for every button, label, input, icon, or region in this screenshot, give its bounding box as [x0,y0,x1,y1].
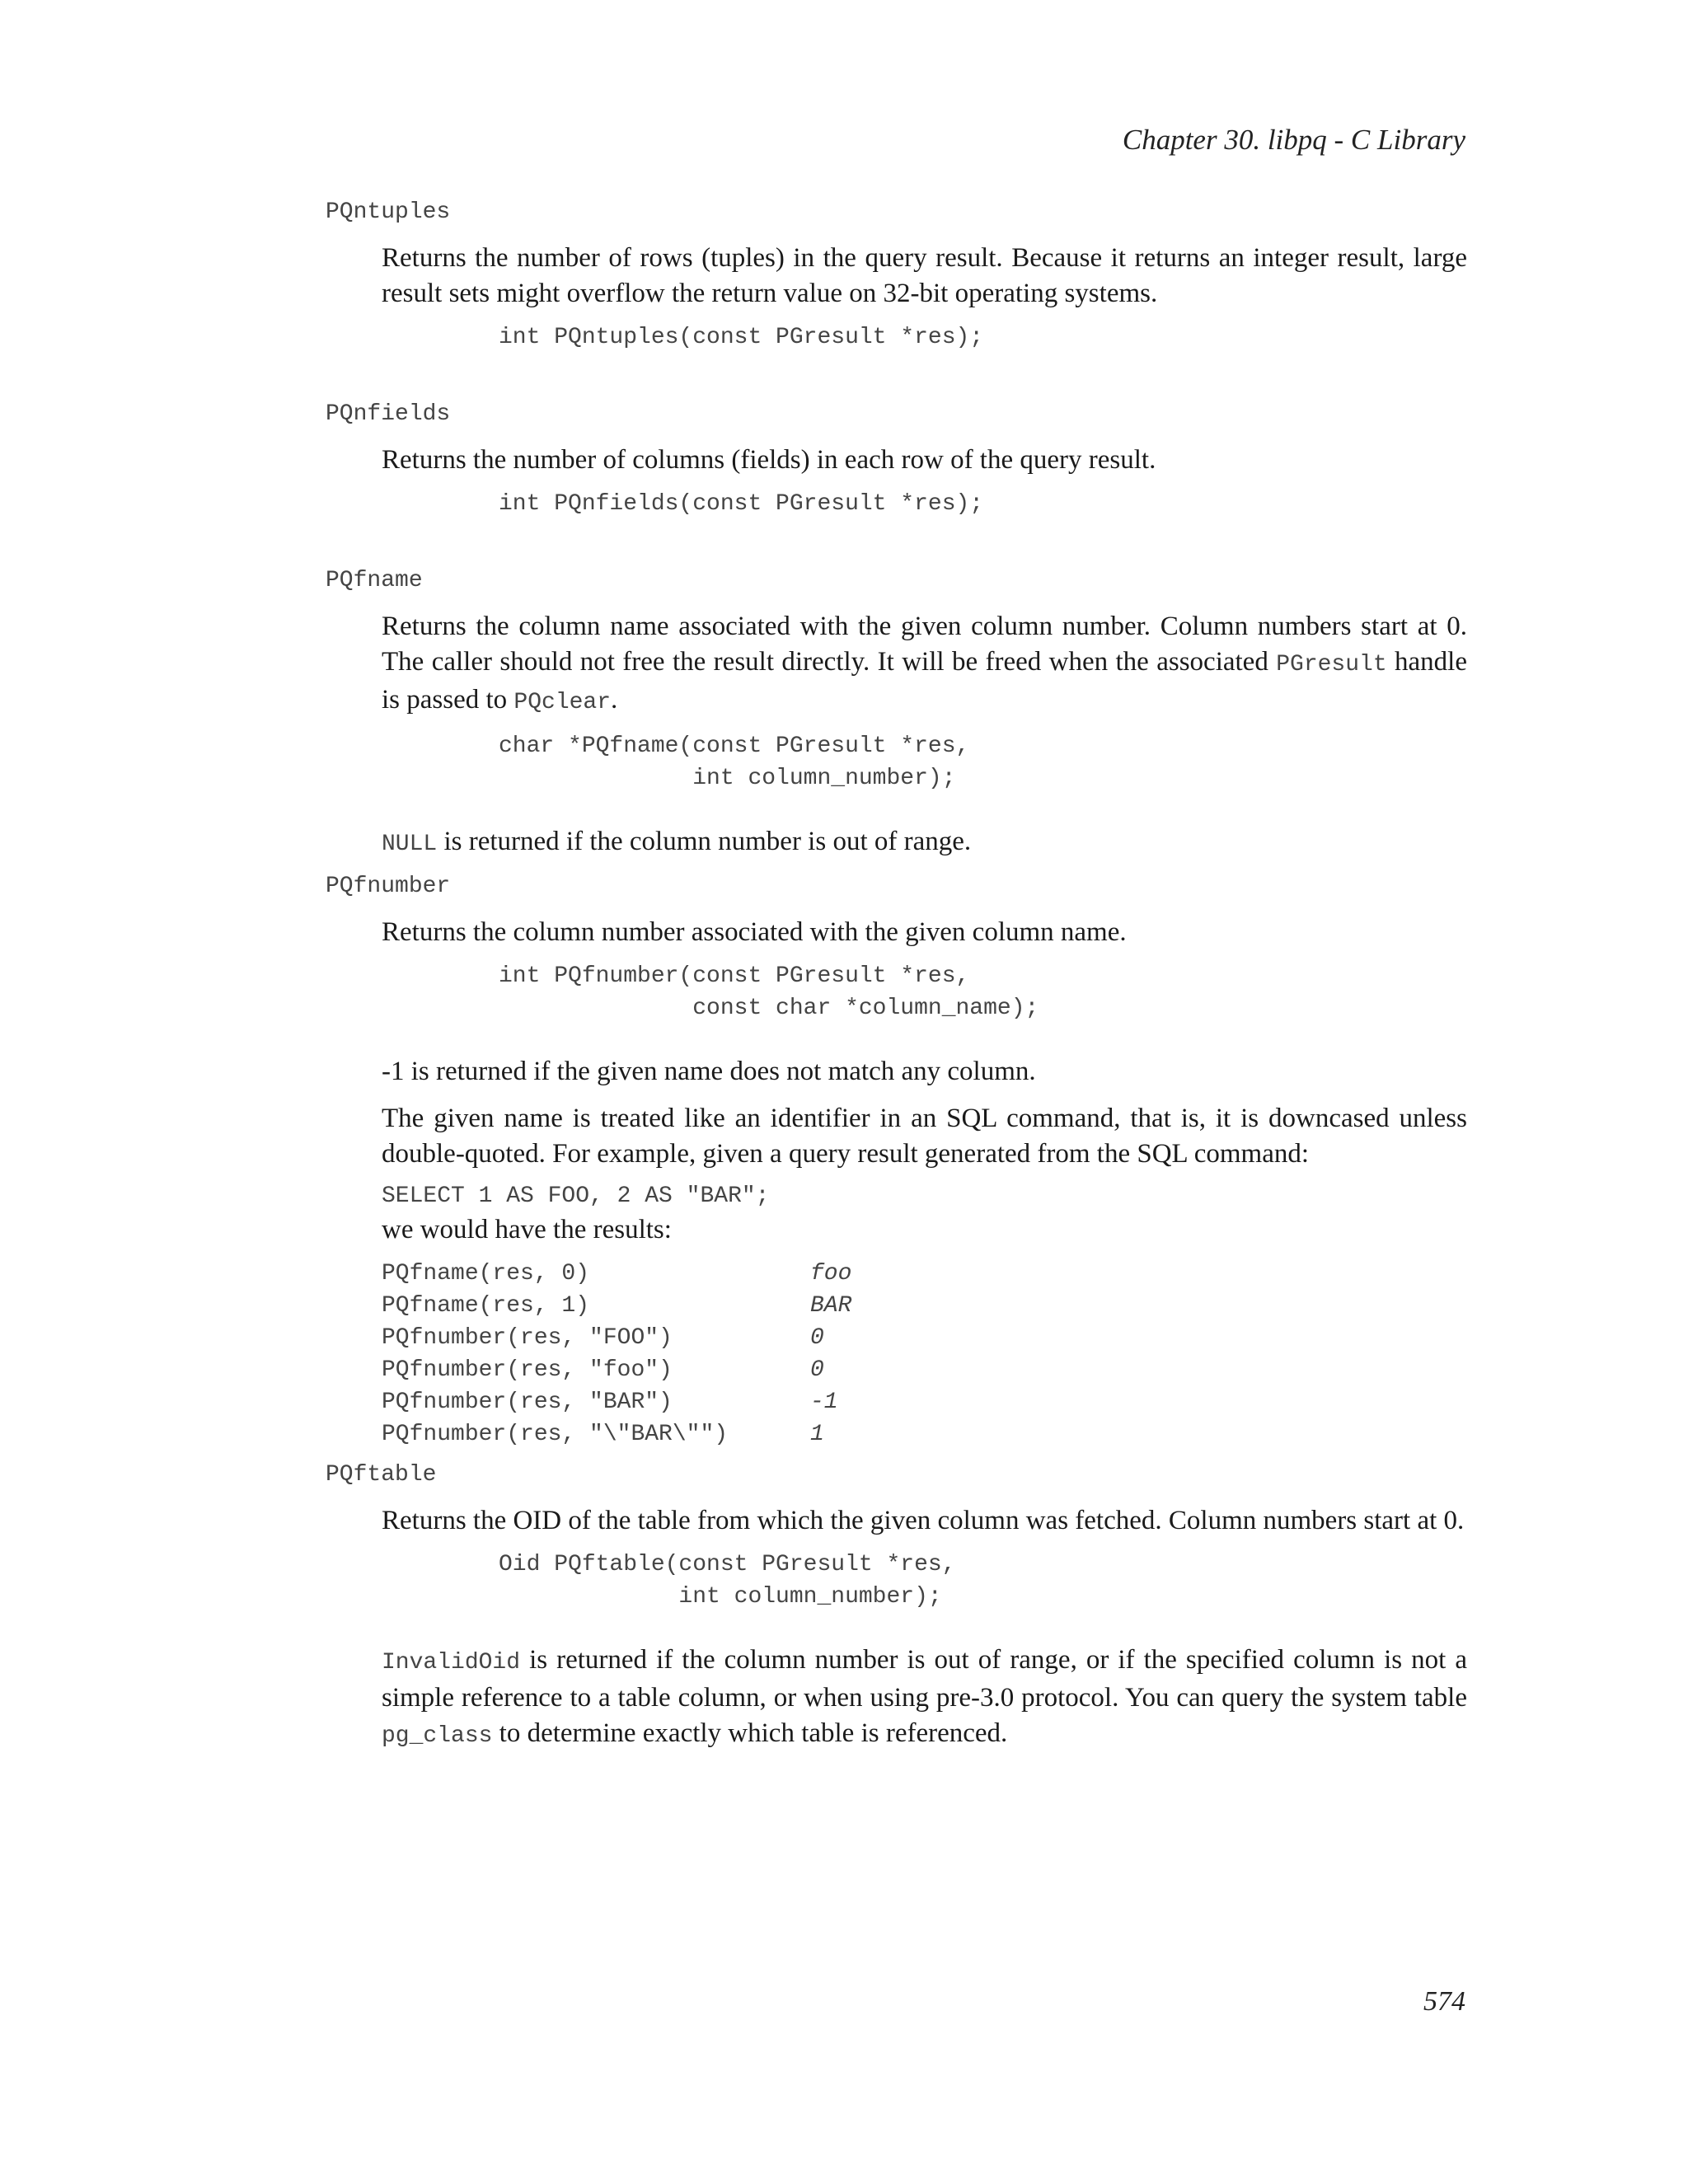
results-row [382,1386,1467,1418]
results-expr: PQfnumber(res, "\"BAR\"") [382,1422,729,1447]
results-row [382,1418,1467,1451]
term-pqnfields: PQnfields [326,401,451,427]
results-value: 1 [810,1422,824,1447]
results-expr: PQfnumber(res, "foo") [382,1357,673,1383]
note-pqftable [382,1643,1467,1754]
results-value: BAR [810,1293,852,1319]
term-pqftable: PQftable [326,1462,437,1488]
description-pqfname-part1: Returns the column name associated with the given column number. Column numbers start at 0. The caller should not free the result directly. It will be freed when the associated [382,612,1467,677]
description-pqnfields: Returns the number of columns (fields) in each row of the query result. [382,445,1156,475]
results-value: 0 [810,1325,824,1351]
page-content [326,198,1467,1754]
results-expr: PQfname(res, 0) [382,1261,590,1286]
definition-pqfname [382,609,1467,862]
note-pqfnumber-2: The given name is treated like an identifier in an SQL command, that is, it is downcased unless double-quoted. For example, given a query result generated from the SQL command: [382,1104,1467,1169]
note-pqftable-part2: to determine exactly which table is referenced. [492,1718,1008,1748]
signature-pqnfields: int PQnfields(const PGresult *res); [499,491,984,517]
term-pqfnumber: PQfnumber [326,874,451,899]
definition-pqfnumber [382,915,1467,1451]
definition-pqntuples [382,241,1467,354]
signature-pqfnumber-line2: const char *column_name); [499,996,1039,1021]
results-value: foo [810,1261,852,1286]
signature-pqfname-line1: char *PQfname(const PGresult *res, [499,733,970,759]
description-pqfname [382,609,1467,720]
inline-code-pqclear: PQclear [513,690,612,715]
definition-pqftable [382,1503,1467,1754]
inline-code-pgresult: PGresult [1276,652,1387,677]
results-expr: PQfnumber(res, "BAR") [382,1390,673,1415]
sql-example: SELECT 1 AS FOO, 2 AS "BAR"; [382,1183,770,1209]
signature-pqfname-line2: int column_number); [499,766,956,791]
results-value: -1 [810,1390,838,1415]
term-pqntuples: PQntuples [326,199,451,225]
description-pqftable: Returns the OID of the table from which the given column was fetched. Column numbers start at 0. [382,1506,1465,1535]
results-intro: we would have the results: [382,1215,672,1244]
signature-pqftable-line1: Oid PQftable(const PGresult *res, [499,1552,956,1577]
description-pqfname-part2: handle is passed to [382,647,1467,715]
results-row [382,1354,1467,1386]
results-row [382,1258,1467,1290]
page-number: 574 [1423,1986,1465,2017]
description-pqfname-part3: . [611,685,618,715]
inline-code-pg-class: pg_class [382,1723,493,1749]
description-pqntuples: Returns the number of rows (tuples) in the query result. Because it returns an integer result, large result sets might overflow the return value on 32-bit operating systems. [382,243,1467,308]
running-header: Chapter 30. libpq - C Library [1122,124,1465,156]
signature-pqfnumber-line1: int PQfnumber(const PGresult *res, [499,963,970,989]
results-expr: PQfnumber(res, "FOO") [382,1325,673,1351]
term-pqfname: PQfname [326,568,423,593]
results-table [382,1258,1467,1451]
definition-pqnfields [382,443,1467,520]
inline-code-invalidoid: InvalidOid [382,1650,521,1675]
results-expr: PQfname(res, 1) [382,1293,590,1319]
description-pqfnumber: Returns the column number associated with the given column name. [382,917,1127,947]
signature-pqftable-line2: int column_number); [499,1584,942,1610]
note-pqftable-part1: is returned if the column number is out of range, or if the specified column is not a simple reference to a table column, or when using pre-3.0 protocol. You can query the system table [382,1645,1467,1713]
results-value: 0 [810,1357,824,1383]
signature-pqntuples: int PQntuples(const PGresult *res); [499,325,984,350]
inline-code-null: NULL [382,832,438,857]
results-row [382,1290,1467,1322]
note-pqfnumber-1: -1 is returned if the given name does not match any column. [382,1057,1036,1086]
note-pqfname [382,824,1467,862]
results-row [382,1322,1467,1354]
note-pqfname-text: is returned if the column number is out of range. [437,827,972,856]
